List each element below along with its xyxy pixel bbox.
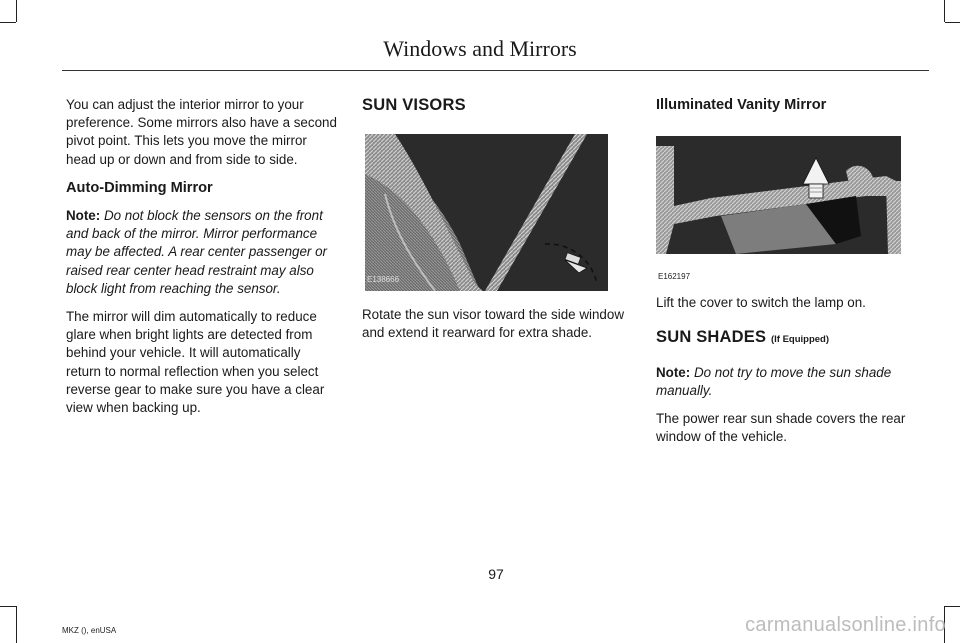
note-label: Note: xyxy=(66,208,101,224)
figure-id: E138666 xyxy=(367,275,400,284)
auto-dimming-heading: Auto-Dimming Mirror xyxy=(66,179,213,196)
crop-mark-bottom-right-h xyxy=(945,606,960,607)
sun-shades-heading xyxy=(656,328,928,349)
column-left xyxy=(66,96,338,427)
auto-dimming-body: The mirror will dim automatically to reduce glare when bright lights are detected from behind your vehicle. It will automatically return to normal reflection when you select reverse gear to make sure you have a clear view when backing up. xyxy=(66,309,325,416)
note-text: Do not block the sensors on the front and back of the mirror. Mirror performance may be affected. A rear center passenger or raised rear center head restraint may also block light from reaching the sensor. xyxy=(66,208,328,296)
sun-visor-image xyxy=(365,134,608,291)
sun-visors-heading: SUN VISORS xyxy=(362,96,466,114)
crop-mark-top-right-h xyxy=(945,22,960,23)
footer-doc-id: MKZ (), enUSA xyxy=(62,626,117,635)
sun-shades-note xyxy=(656,364,928,400)
crop-mark-top-left-v xyxy=(16,0,17,22)
column-middle xyxy=(362,96,634,353)
column-right xyxy=(656,96,928,456)
crop-mark-bottom-left-v xyxy=(16,606,17,643)
page-number: 97 xyxy=(488,566,504,582)
sun-visor-illustration xyxy=(365,134,608,291)
note-text: Do not try to move the sun shade manually. xyxy=(656,364,892,398)
auto-dimming-note xyxy=(66,207,338,298)
sun-shades-body: The power rear sun shade covers the rear window of the vehicle. xyxy=(656,411,906,445)
vanity-mirror-caption: Lift the cover to switch the lamp on. xyxy=(656,295,866,311)
vanity-mirror-image xyxy=(656,136,901,254)
header-rule xyxy=(62,70,929,71)
vanity-mirror-illustration xyxy=(656,136,901,282)
watermark: carmanualsonline.info xyxy=(745,614,946,636)
crop-mark-bottom-left-h xyxy=(0,606,16,607)
crop-mark-top-right-v xyxy=(944,0,945,22)
sun-shades-title: SUN SHADES xyxy=(656,328,767,347)
mirror-intro-paragraph: You can adjust the interior mirror to your preference. Some mirrors also have a second pivot point. This lets you move the mirror head up or down and from side to side. xyxy=(66,97,337,167)
sun-shades-suffix: (If Equipped) xyxy=(770,334,830,346)
vanity-mirror-image-frame xyxy=(656,136,901,254)
sun-visor-body: Rotate the sun visor toward the side window and extend it rearward for extra shade. xyxy=(362,307,625,341)
crop-mark-top-left-h xyxy=(0,22,16,23)
note-label: Note: xyxy=(656,364,691,380)
figure-id: E162197 xyxy=(658,272,691,282)
vanity-mirror-heading: Illuminated Vanity Mirror xyxy=(656,97,827,113)
page-header-title: Windows and Mirrors xyxy=(383,36,577,61)
